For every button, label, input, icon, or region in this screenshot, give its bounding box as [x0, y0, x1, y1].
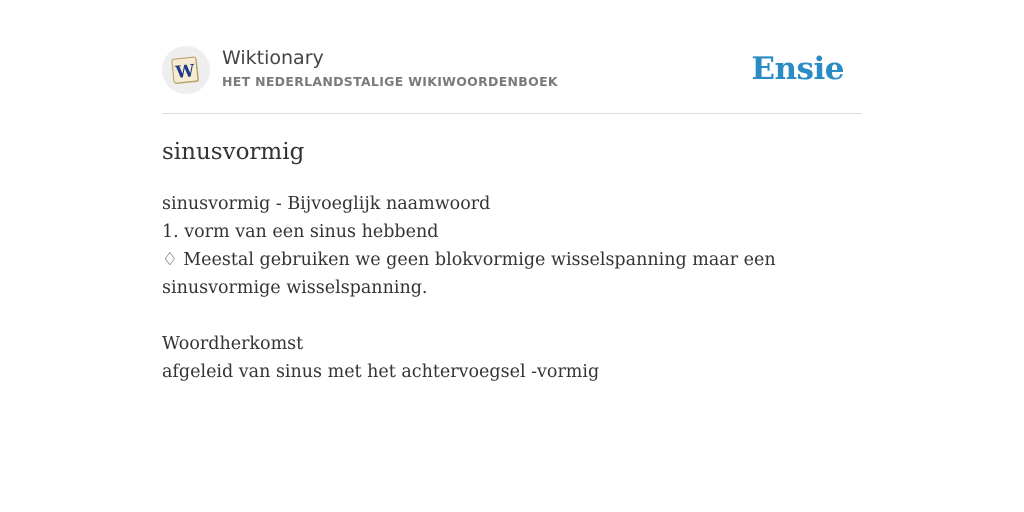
etymology-heading: Woordherkomst	[162, 334, 304, 354]
page	[162, 0, 862, 512]
logo-letter: W	[174, 61, 196, 84]
site-title[interactable]: Wiktionary	[222, 47, 324, 69]
wiktionary-w-tile-icon	[171, 56, 201, 86]
site-subtitle: HET NEDERLANDSTALIGE WIKIWOORDENBOEK	[222, 74, 558, 89]
example-sentence: ♢ Meestal gebruiken we geen blokvormige wisselspanning maar een sinusvormige wisselspanning.	[162, 250, 776, 298]
entry-title: sinusvormig	[162, 139, 305, 165]
paragraph-gap	[162, 302, 862, 330]
header-divider	[162, 113, 862, 114]
word-class-line: sinusvormig - Bijvoeglijk naamwoord	[162, 194, 491, 214]
site-header	[162, 44, 862, 98]
wiktionary-logo[interactable]	[162, 46, 210, 94]
entry-content	[162, 190, 862, 386]
definition-line: 1. vorm van een sinus hebbend	[162, 222, 439, 242]
etymology-text: afgeleid van sinus met het achtervoegsel -vormig	[162, 362, 600, 382]
ensie-brand-link[interactable]: Ensie	[751, 51, 844, 87]
